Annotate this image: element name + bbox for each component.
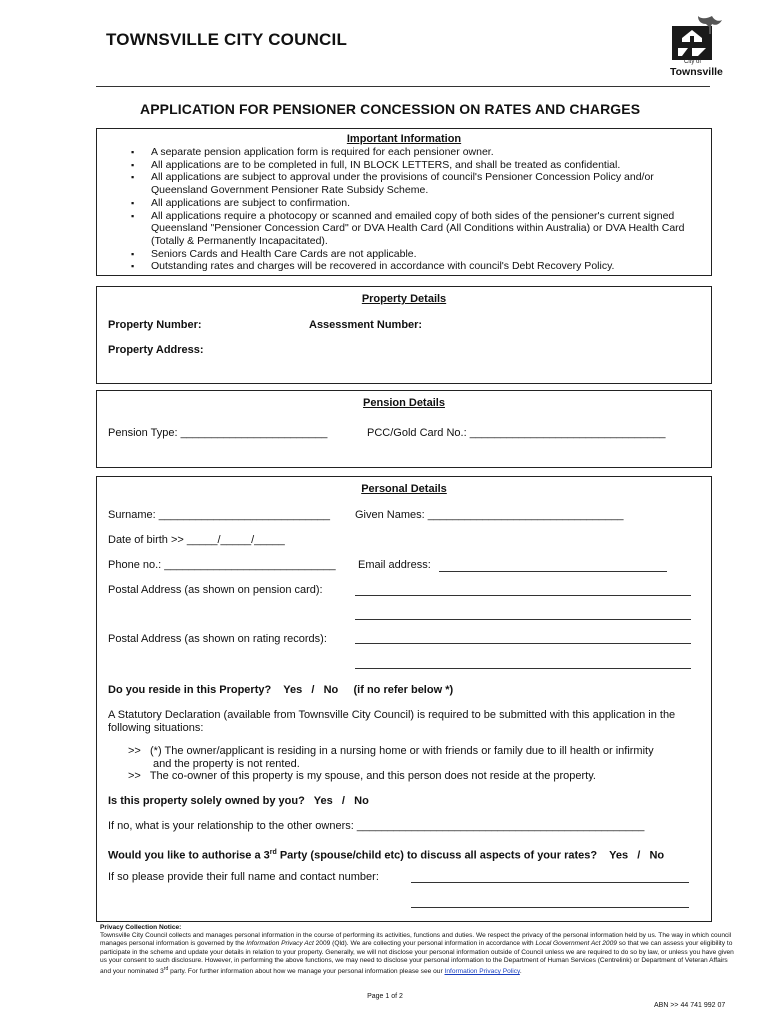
- email-label: Email address:: [358, 559, 431, 571]
- important-info-heading: Important Information: [346, 133, 462, 145]
- privacy-text-part: party. For further information about how we manage your personal information please see our: [168, 968, 445, 976]
- privacy-sup: rd: [163, 966, 169, 973]
- pcc-gold-card-field[interactable]: PCC/Gold Card No.: ________________________________: [367, 427, 666, 439]
- privacy-text-end: .: [519, 968, 522, 976]
- property-details-heading: Property Details: [361, 293, 447, 305]
- pension-details-box: [96, 390, 712, 468]
- sole-owner-question[interactable]: Is this property solely owned by you? Yes / No: [108, 795, 369, 807]
- privacy-text-part: so that we can assess your eligibility to participate in the scheme and update your details in relation to your property. Generally, we will not disclose your personal information outside of Council unless we are required to do so by law, or unless you have given us your consent to such disclosure. However, in performing the above functions, we may need to disclose your personal information to the Department of Human Services (Centrelink) or Department of Veteran Affairs and your nominated 3: [100, 940, 734, 976]
- privacy-policy-link[interactable]: Information Privacy Policy: [444, 968, 520, 976]
- situation-item-2: >> The co-owner of this property is my spouse, and this person does not reside at the property.: [128, 770, 596, 782]
- postal-rating-line-2[interactable]: [355, 668, 691, 669]
- situation-item-1-cont: and the property is not rented.: [153, 758, 300, 770]
- privacy-act-name: Information Privacy Act: [246, 940, 314, 948]
- contact-label: If so please provide their full name and contact number:: [108, 871, 379, 883]
- header-divider: [96, 86, 710, 87]
- postal-address-rating-label: Postal Address (as shown on rating records):: [108, 633, 327, 645]
- logo-emblem-icon: [668, 12, 730, 62]
- third-party-text-post: Party (spouse/child etc) to discuss all aspects of your rates? Yes / No: [276, 849, 665, 862]
- postal-pension-line-1[interactable]: [355, 595, 691, 596]
- situation-item-1: >> (*) The owner/applicant is residing in a nursing home or with friends or family due to ill health or infirmity: [128, 745, 654, 757]
- important-info-list: [129, 146, 707, 273]
- pension-details-heading: Pension Details: [363, 397, 445, 409]
- form-title: APPLICATION FOR PENSIONER CONCESSION ON RATES AND CHARGES: [140, 101, 641, 117]
- personal-details-box: [96, 476, 712, 922]
- postal-pension-line-2[interactable]: [355, 619, 691, 620]
- given-names-field[interactable]: Given Names: ________________________________: [355, 509, 624, 521]
- property-address-label: Property Address:: [108, 344, 204, 356]
- third-party-text-pre: Would you like to authorise a 3: [108, 849, 270, 862]
- assessment-number-label: Assessment Number:: [309, 319, 423, 331]
- privacy-title: Privacy Collection Notice:: [100, 924, 182, 931]
- phone-field[interactable]: Phone no.: ____________________________: [108, 559, 336, 571]
- important-info-box: [96, 128, 712, 276]
- postal-rating-line-1[interactable]: [355, 643, 691, 644]
- council-title: TOWNSVILLE CITY COUNCIL: [106, 30, 348, 49]
- info-item: ▪ All applications are subject to approval under the provisions of council's Pensioner Concession Policy and/or Queensland Government Pensioner Rate Subsidy Scheme.: [129, 171, 707, 196]
- email-input-line[interactable]: [439, 571, 667, 572]
- date-of-birth-field[interactable]: Date of birth >> _____/_____/_____: [108, 534, 285, 546]
- local-gov-act-name: Local Government Act 2009: [535, 940, 617, 948]
- relationship-field[interactable]: If no, what is your relationship to the other owners: _______________________________________________: [108, 820, 645, 832]
- info-item: ▪ All applications require a photocopy or scanned and emailed copy of both sides of the pensioner's current signed Queensland "Pensioner Concession Card" or DVA Health Card (All Conditions within Australia) or DVA Health Card (Totally & Permanently Incapacitated).: [129, 210, 707, 248]
- privacy-text: [100, 932, 735, 976]
- page-number: Page 1 of 2: [367, 993, 403, 1000]
- abn-number: ABN >> 44 741 992 07: [654, 1002, 726, 1009]
- property-number-label: Property Number:: [108, 319, 202, 331]
- logo-city-of: City of: [684, 59, 702, 65]
- logo-townsville: Townsville: [670, 66, 723, 78]
- pension-type-field[interactable]: Pension Type: ________________________: [108, 427, 328, 439]
- info-item: ▪ All applications are to be completed in full, IN BLOCK LETTERS, and shall be treated as confidential.: [129, 159, 707, 172]
- council-logo: [668, 12, 730, 80]
- third-party-question[interactable]: [108, 846, 664, 863]
- reside-question[interactable]: Do you reside in this Property? Yes / No (if no refer below *): [108, 684, 454, 696]
- info-item: ▪ A separate pension application form is required for each pensioner owner.: [129, 146, 707, 159]
- contact-line-2[interactable]: [411, 907, 689, 908]
- privacy-notice: [100, 924, 735, 976]
- statutory-declaration-text: A Statutory Declaration (available from Townsville City Council) is required to be submitted with this application in the following situations:: [108, 709, 676, 734]
- property-details-box: [96, 286, 712, 384]
- personal-details-heading: Personal Details: [361, 483, 447, 495]
- info-item: ▪ All applications are subject to confirmation.: [129, 197, 707, 210]
- surname-field[interactable]: Surname: ____________________________: [108, 509, 331, 521]
- third-party-sup: rd: [269, 849, 277, 856]
- info-item: ▪ Seniors Cards and Health Care Cards are not applicable.: [129, 248, 707, 261]
- postal-address-pension-label: Postal Address (as shown on pension card):: [108, 584, 323, 596]
- privacy-text-part: 2009 (Qld). We are collecting your personal information in accordance with: [313, 940, 536, 948]
- contact-line-1[interactable]: [411, 882, 689, 883]
- info-item: ▪ Outstanding rates and charges will be recovered in accordance with council's Debt Recovery Policy.: [129, 260, 707, 273]
- privacy-text-part: Townsville City Council collects and manages personal information in the course of performing its activities, functions and duties. We respect the privacy of the personal information held by us. The way in which council manages personal information is governed by the: [100, 932, 732, 948]
